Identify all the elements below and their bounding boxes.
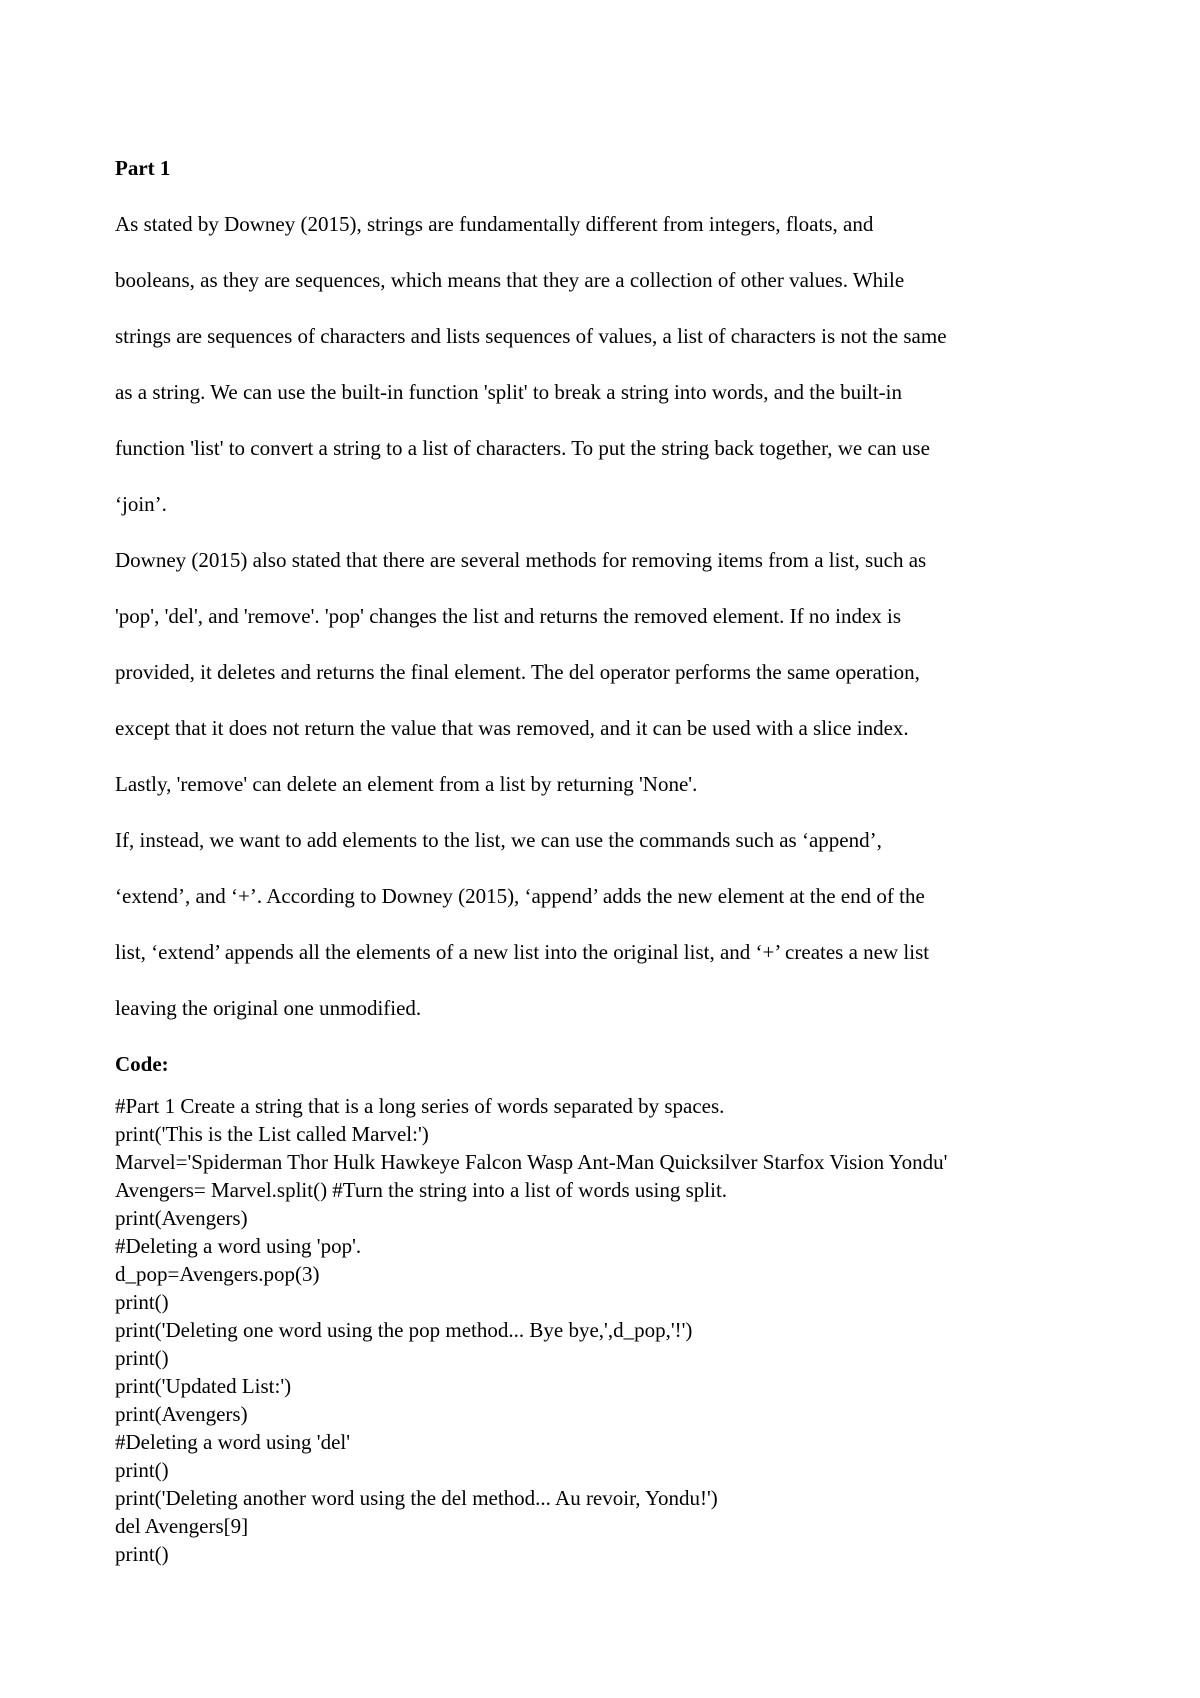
code-line: print()	[115, 1542, 169, 1566]
code-line: #Part 1 Create a string that is a long series of words separated by spaces.	[115, 1094, 725, 1118]
code-line: print('Updated List:')	[115, 1374, 292, 1398]
paragraph-1	[115, 196, 1095, 532]
code-block	[115, 1092, 1095, 1568]
paragraph-line: booleans, as they are sequences, which means that they are a collection of other values. While	[115, 268, 905, 292]
paragraph-line: Downey (2015) also stated that there are several methods for removing items from a list, such as	[115, 548, 927, 572]
code-line: print()	[115, 1458, 169, 1482]
code-line: d_pop=Avengers.pop(3)	[115, 1262, 320, 1286]
code-line: print(Avengers)	[115, 1402, 248, 1426]
code-line: print('Deleting another word using the del method... Au revoir, Yondu!')	[115, 1486, 718, 1510]
paragraph-line: list, ‘extend’ appends all the elements of a new list into the original list, and ‘+’ creates a new list	[115, 940, 930, 964]
code-line: #Deleting a word using 'del'	[115, 1430, 351, 1454]
code-line: del Avengers[9]	[115, 1514, 249, 1538]
paragraph-line: provided, it deletes and returns the final element. The del operator performs the same operation,	[115, 660, 920, 684]
paragraph-line: strings are sequences of characters and lists sequences of values, a list of characters is not the same	[115, 324, 947, 348]
paragraph-2	[115, 532, 1095, 812]
paragraph-line: as a string. We can use the built-in function 'split' to break a string into words, and the built-in	[115, 380, 903, 404]
paragraph-3	[115, 812, 1095, 1036]
paragraph-line: If, instead, we want to add elements to the list, we can use the commands such as ‘append’,	[115, 828, 882, 852]
code-line: print('Deleting one word using the pop method... Bye bye,',d_pop,'!')	[115, 1318, 693, 1342]
paragraph-line: function 'list' to convert a string to a list of characters. To put the string back together, we can use	[115, 436, 930, 460]
paragraph-line: ‘extend’, and ‘+’. According to Downey (2015), ‘append’ adds the new element at the end of the	[115, 884, 925, 908]
paragraph-line: Lastly, 'remove' can delete an element from a list by returning 'None'.	[115, 772, 698, 796]
paragraph-line: except that it does not return the value that was removed, and it can be used with a slice index.	[115, 716, 909, 740]
paragraph-line: leaving the original one unmodified.	[115, 996, 422, 1020]
code-line: Avengers= Marvel.split() #Turn the string into a list of words using split.	[115, 1178, 728, 1202]
code-line: print()	[115, 1346, 169, 1370]
code-heading: Code:	[115, 1052, 169, 1076]
document-content	[115, 140, 1095, 1568]
code-line: print(Avengers)	[115, 1206, 248, 1230]
paragraph-line: ‘join’.	[115, 492, 167, 516]
paragraph-line: 'pop', 'del', and 'remove'. 'pop' changes the list and returns the removed element. If no index is	[115, 604, 902, 628]
code-line: #Deleting a word using 'pop'.	[115, 1234, 362, 1258]
paragraph-line: As stated by Downey (2015), strings are fundamentally different from integers, floats, and	[115, 212, 874, 236]
code-line: print()	[115, 1290, 169, 1314]
code-line: Marvel='Spiderman Thor Hulk Hawkeye Falcon Wasp Ant-Man Quicksilver Starfox Vision Yondu'	[115, 1150, 948, 1174]
section-heading: Part 1	[115, 156, 171, 180]
code-line: print('This is the List called Marvel:')	[115, 1122, 429, 1146]
